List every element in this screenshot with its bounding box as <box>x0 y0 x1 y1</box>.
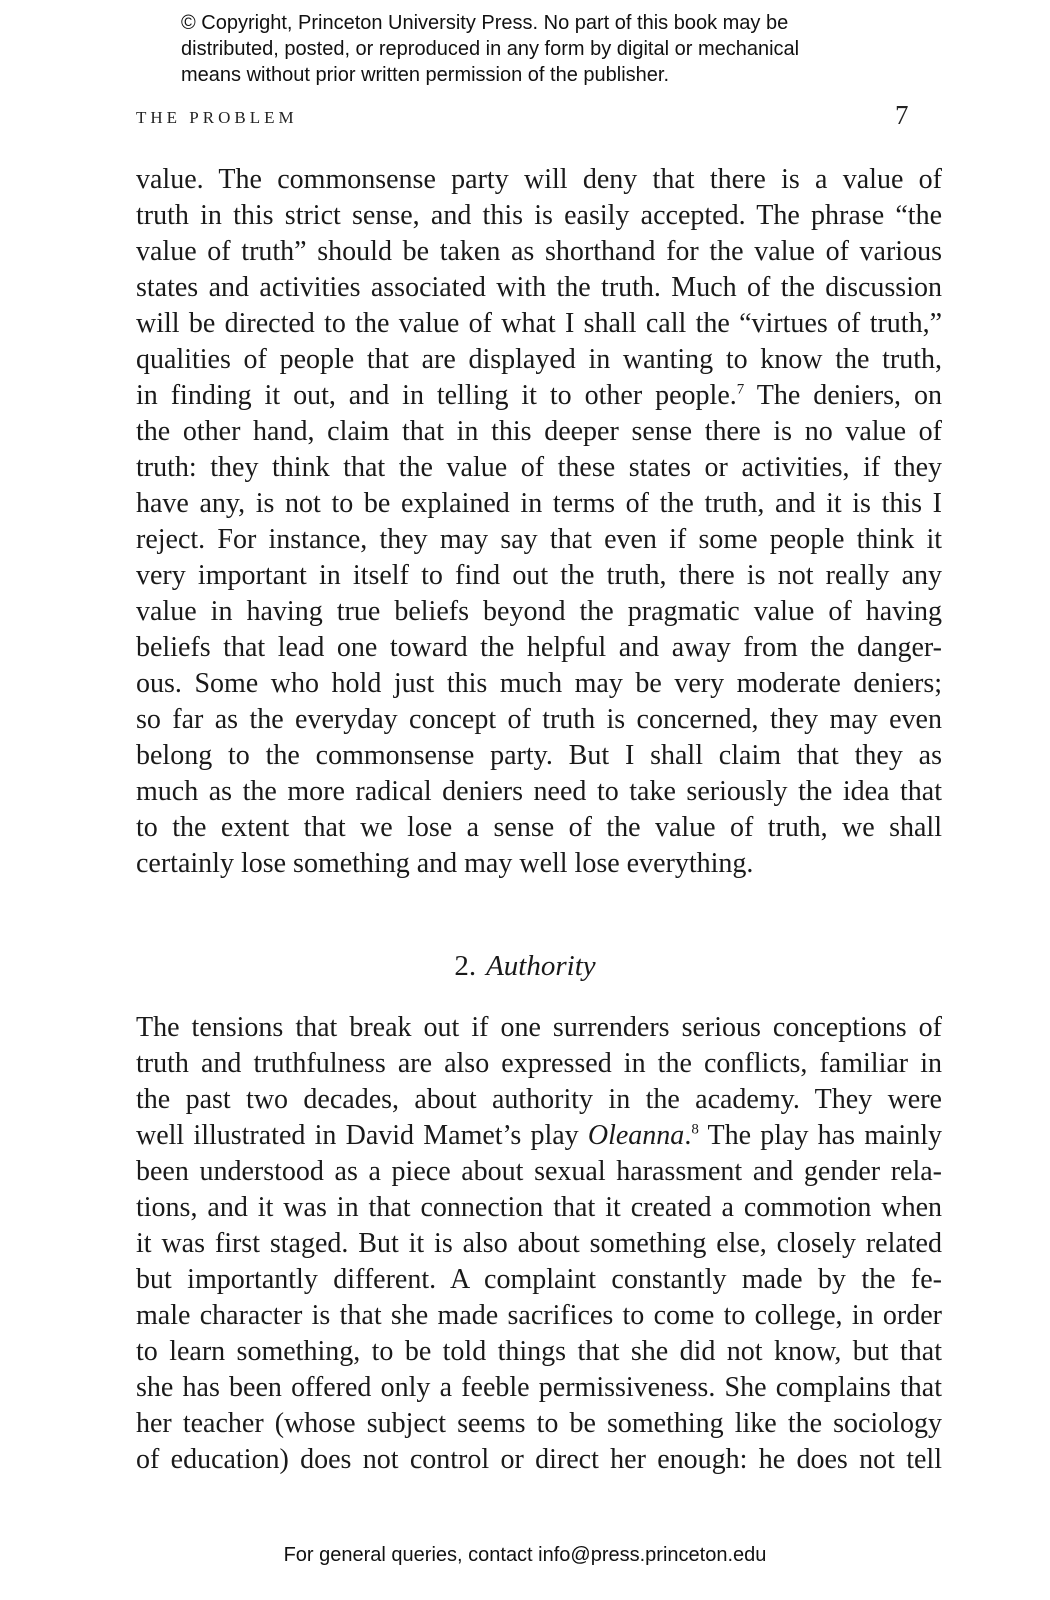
text-line: qualities of people that are displayed in wanting to know the truth, <box>136 344 942 375</box>
text-line: to learn something, to be told things that she did not know, but that <box>136 1336 942 1367</box>
text-line: to the extent that we lose a sense of the value of truth, we shall <box>136 812 942 843</box>
text-line: reject. For instance, they may say that even if some people think it <box>136 524 942 555</box>
text-line <box>136 378 942 414</box>
text-line: male character is that she made sacrifices to come to college, in order <box>136 1300 942 1331</box>
text-segment: well illustrated in David Mamet’s play <box>136 1120 588 1151</box>
text-line: truth in this strict sense, and this is easily accepted. The phrase “the <box>136 200 942 231</box>
text-line: states and activities associated with the truth. Much of the discussion <box>136 272 942 303</box>
text-line: will be directed to the value of what I shall call the “virtues of truth,” <box>136 308 942 339</box>
text-line: very important in itself to find out the truth, there is not really any <box>136 560 942 591</box>
text-line: much as the more radical deniers need to take seriously the idea that <box>136 776 942 807</box>
text-line <box>136 1118 942 1154</box>
text-line: she has been offered only a feeble permissiveness. She complains that <box>136 1372 942 1403</box>
text-segment: in finding it out, and in telling it to other people. <box>136 380 737 411</box>
copyright-line: distributed, posted, or reproduced in any form by digital or mechanical <box>181 38 800 60</box>
text-segment: The deniers, on <box>744 380 942 411</box>
paragraph-1 <box>136 162 942 882</box>
text-line: but importantly different. A complaint constantly made by the fe- <box>136 1264 942 1295</box>
text-line: beliefs that lead one toward the helpful and away from the danger- <box>136 632 942 663</box>
text-line: been understood as a piece about sexual harassment and gender rela- <box>136 1156 942 1187</box>
footer-contact: For general queries, contact info@press.princeton.edu <box>283 1544 767 1566</box>
text-line: tions, and it was in that connection that it created a commotion when <box>136 1192 942 1223</box>
text-line: belong to the commonsense party. But I shall claim that they as <box>136 740 942 771</box>
text-line: it was first staged. But it is also about something else, closely related <box>136 1228 942 1259</box>
text-line: have any, is not to be explained in terms of the truth, and it is this I <box>136 488 942 519</box>
section-heading <box>0 950 1050 983</box>
text-line: certainly lose something and may well lose everything. <box>136 848 754 879</box>
running-head: THE PROBLEM <box>136 108 298 127</box>
text-line: truth and truthfulness are also expressed in the conflicts, familiar in <box>136 1048 942 1079</box>
page-number: 7 <box>895 100 909 130</box>
text-line: the other hand, claim that in this deeper sense there is no value of <box>136 416 942 447</box>
footnote-ref-8[interactable]: 8 <box>691 1121 699 1138</box>
footnote-ref-7[interactable]: 7 <box>736 381 745 398</box>
paragraph-2 <box>136 1010 942 1478</box>
text-line: value in having true beliefs beyond the pragmatic value of having <box>136 596 942 627</box>
text-line: value of truth” should be taken as shorthand for the value of various <box>136 236 942 267</box>
text-line: The tensions that break out if one surrenders serious conceptions of <box>136 1012 942 1043</box>
text-line: of education) does not control or direct her enough: he does not tell <box>136 1444 942 1475</box>
text-segment: The play has mainly <box>698 1120 942 1151</box>
copyright-line: © Copyright, Princeton University Press. No part of this book may be <box>181 12 789 34</box>
text-line: truth: they think that the value of these states or activities, if they <box>136 452 942 483</box>
section-number: 2. <box>454 950 477 982</box>
copyright-notice <box>181 10 901 88</box>
play-title: Oleanna <box>587 1120 685 1151</box>
text-line: ous. Some who hold just this much may be very moderate deniers; <box>136 668 942 699</box>
text-line: the past two decades, about authority in the academy. They were <box>136 1084 942 1115</box>
text-line: value. The commonsense party will deny that there is a value of <box>136 164 942 195</box>
text-segment: . <box>684 1120 692 1151</box>
section-title: Authority <box>486 950 596 982</box>
text-line: her teacher (whose subject seems to be something like the sociology <box>136 1408 942 1439</box>
copyright-line: means without prior written permission of the publisher. <box>181 64 670 86</box>
text-line: so far as the everyday concept of truth is concerned, they may even <box>136 704 942 735</box>
